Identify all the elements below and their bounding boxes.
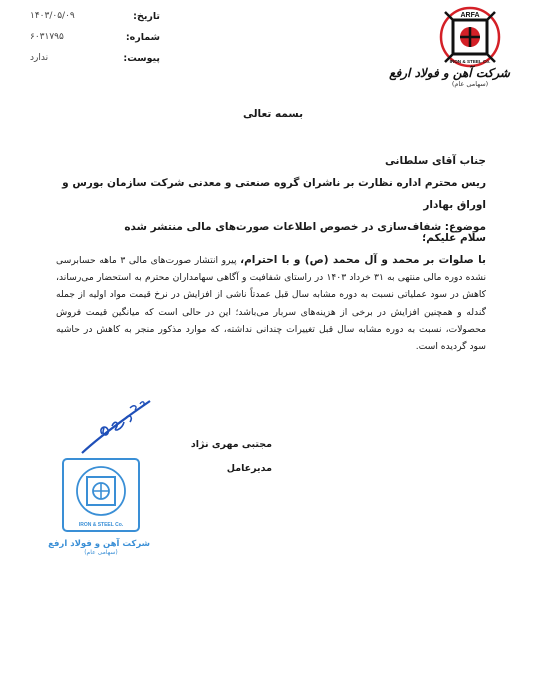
date-label: تاریخ: <box>133 11 160 22</box>
addressee-block <box>56 150 486 238</box>
date-row <box>30 6 160 27</box>
number-label: شماره: <box>125 32 160 43</box>
body-lead: با صلوات بر محمد و آل محمد (ص) و با احترام، <box>240 254 486 266</box>
body-paragraph <box>56 252 486 355</box>
company-type: (سهامی عام) <box>451 80 489 88</box>
stamp-brand: IRON & STEEL Co. <box>78 522 124 528</box>
company-name: شرکت آهن و فولاد ارفع <box>389 66 510 80</box>
attachment-label: پیوست: <box>123 53 160 64</box>
company-stamp <box>48 455 150 556</box>
number-row <box>30 27 160 48</box>
number-value: ۶۰۳۱۷۹۵ <box>30 32 64 42</box>
signer-block <box>152 433 272 481</box>
letter-subject: موضوع: شفاف‌سازی در خصوص اطلاعات صورت‌های مالی منتشر شده <box>124 221 486 233</box>
letter-meta <box>30 6 160 69</box>
body-text: پیرو انتشار صورت‌های مالی ۳ ماهه حسابرسی نشده دوره مالی منتهی به ۳۱ خرداد ۱۴۰۳ در راستای شفافیت و آگاهی سهامداران محترم به استحضار می‌رساند، کاهش در سود عملیاتی نسبت به دوره مشابه سال قبل عمدتاً ناشی از افزایش در نرخ قیمت مواد اولیه از جمله گندله و همچنین افزایش در برخی از هزینه‌های سربار می‌باشد؛ این در حالی است که میانگین قیمت فروش محصولات، نسبت به دوره مشابه سال قبل تغییرات چندانی نداشته، که موارد مذکور منجر به کاهش در حاشیه سود گردیده است. <box>56 255 487 353</box>
addressee-title: ریس محترم اداره نظارت بر ناشران گروه صنعتی و معدنی شرکت سازمان بورس و اوراق بهادار <box>62 177 486 211</box>
stamp-company-name: شرکت آهن و فولاد ارفع <box>48 539 150 549</box>
company-logo <box>389 6 510 106</box>
basmala: بسمه تعالی <box>242 108 304 120</box>
attachment-row <box>30 48 160 69</box>
attachment-value: ندارد <box>30 53 49 63</box>
stamp-logo-icon <box>59 455 143 535</box>
signer-name: مجتبی مهری نژاد <box>190 439 272 450</box>
signer-title: مدیرعامل <box>226 463 272 474</box>
greeting: سلام علیکم؛ <box>422 232 486 244</box>
logo-brand-bottom: IRON & STEEL Co. <box>449 59 491 64</box>
arfa-logo-icon <box>439 6 501 68</box>
date-value: ۱۴۰۳/۰۵/۰۹ <box>30 11 75 21</box>
stamp-company-type: (سهامی عام) <box>84 549 118 556</box>
addressee-name: جناب آقای سلطانی <box>384 155 486 167</box>
logo-brand-top: ARFA <box>460 12 480 19</box>
letter-body <box>56 232 486 355</box>
